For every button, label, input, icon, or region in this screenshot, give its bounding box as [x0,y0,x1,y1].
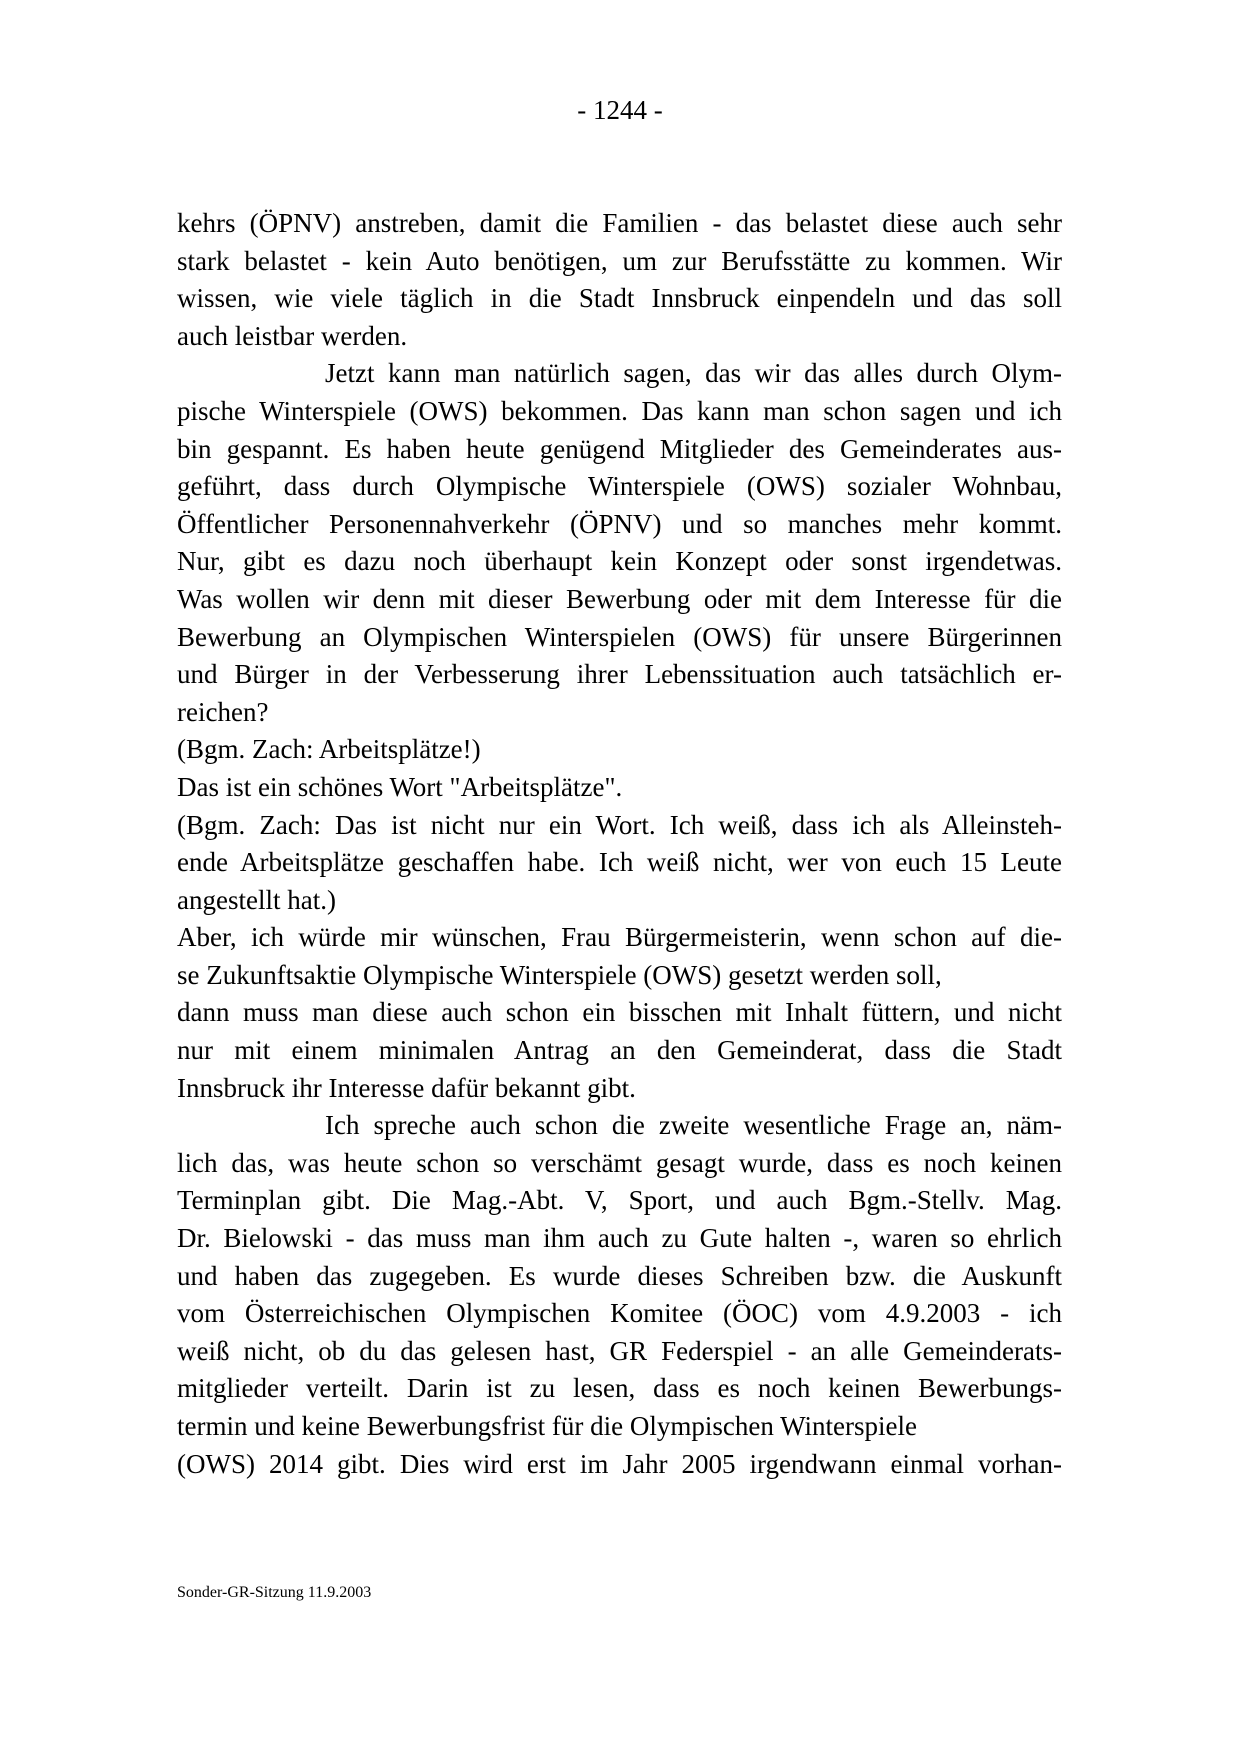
text-line: Dr. Bielowski - das muss man ihm auch zu Gute halten -, waren so ehrlich [177,1223,1062,1254]
text-line: und haben das zugegeben. Es wurde dieses Schreiben bzw. die Auskunft [177,1260,1062,1291]
text-line: mitglieder verteilt. Darin ist zu lesen, dass es noch keinen Bewerbungs- [177,1373,1062,1404]
text-line: Jetzt kann man natürlich sagen, das wir das alles durch Olym- [325,358,1062,389]
text-line: Terminplan gibt. Die Mag.-Abt. V, Sport, und auch Bgm.-Stellv. Mag. [177,1185,1062,1216]
text-line: Öffentlicher Personennahverkehr (ÖPNV) und so manches mehr kommt. [177,508,1062,539]
text-line: und Bürger in der Verbesserung ihrer Lebenssituation auch tatsächlich er- [177,659,1062,690]
text-line: dann muss man diese auch schon ein bisschen mit Inhalt füttern, und nicht [177,997,1062,1028]
text-line: nur mit einem minimalen Antrag an den Gemeinderat, dass die Stadt [177,1035,1062,1066]
text-line: se Zukunftsaktie Olympische Winterspiele (OWS) gesetzt werden soll, [177,959,942,990]
text-line: Bewerbung an Olympischen Winterspielen (OWS) für unsere Bürgerinnen [177,621,1062,652]
text-line: reichen? [177,696,269,727]
text-line: kehrs (ÖPNV) anstreben, damit die Familien - das belastet diese auch sehr [177,208,1062,238]
text-line: (Bgm. Zach: Das ist nicht nur ein Wort. Ich weiß, dass ich als Alleinsteh- [177,809,1062,840]
text-line: (OWS) 2014 gibt. Dies wird erst im Jahr 2005 irgendwann einmal vorhan- [177,1448,1062,1479]
text-line: weiß nicht, ob du das gelesen hast, GR Federspiel - an alle Gemeinderats- [177,1335,1062,1366]
text-line: stark belastet - kein Auto benötigen, um zur Berufsstätte zu kommen. Wir [177,245,1062,276]
text-line: Was wollen wir denn mit dieser Bewerbung oder mit dem Interesse für die [177,583,1062,614]
text-line: Nur, gibt es dazu noch überhaupt kein Konzept oder sonst irgendetwas. [177,546,1062,577]
text-line: Das ist ein schönes Wort "Arbeitsplätze". [177,771,623,802]
text-line: vom Österreichischen Olympischen Komitee (ÖOC) vom 4.9.2003 - ich [177,1298,1062,1329]
text-line: Innsbruck ihr Interesse dafür bekannt gibt. [177,1072,636,1103]
text-line: ende Arbeitsplätze geschaffen habe. Ich weiß nicht, wer von euch 15 Leute [177,847,1062,878]
text-line: (Bgm. Zach: Arbeitsplätze!) [177,734,481,765]
text-line: lich das, was heute schon so verschämt gesagt wurde, dass es noch keinen [177,1147,1062,1178]
text-line: wissen, wie viele täglich in die Stadt Innsbruck einpendeln und das soll [177,283,1062,314]
text-line: termin und keine Bewerbungsfrist für die Olympischen Winterspiele [177,1411,917,1441]
body-text [177,205,1062,1483]
page-number: - 1244 - [577,95,663,125]
footer-text: Sonder-GR-Sitzung 11.9.2003 [177,1584,372,1601]
text-line: Aber, ich würde mir wünschen, Frau Bürgermeisterin, wenn schon auf die- [177,922,1062,953]
text-line: auch leistbar werden. [177,320,408,351]
text-line: pische Winterspiele (OWS) bekommen. Das kann man schon sagen und ich [177,395,1062,426]
text-line: Ich spreche auch schon die zweite wesentliche Frage an, näm- [325,1110,1062,1141]
text-line: geführt, dass durch Olympische Winterspiele (OWS) sozialer Wohnbau, [177,471,1062,502]
text-line: bin gespannt. Es haben heute genügend Mitglieder des Gemeinderates aus- [177,433,1062,464]
text-line: angestellt hat.) [177,884,336,915]
